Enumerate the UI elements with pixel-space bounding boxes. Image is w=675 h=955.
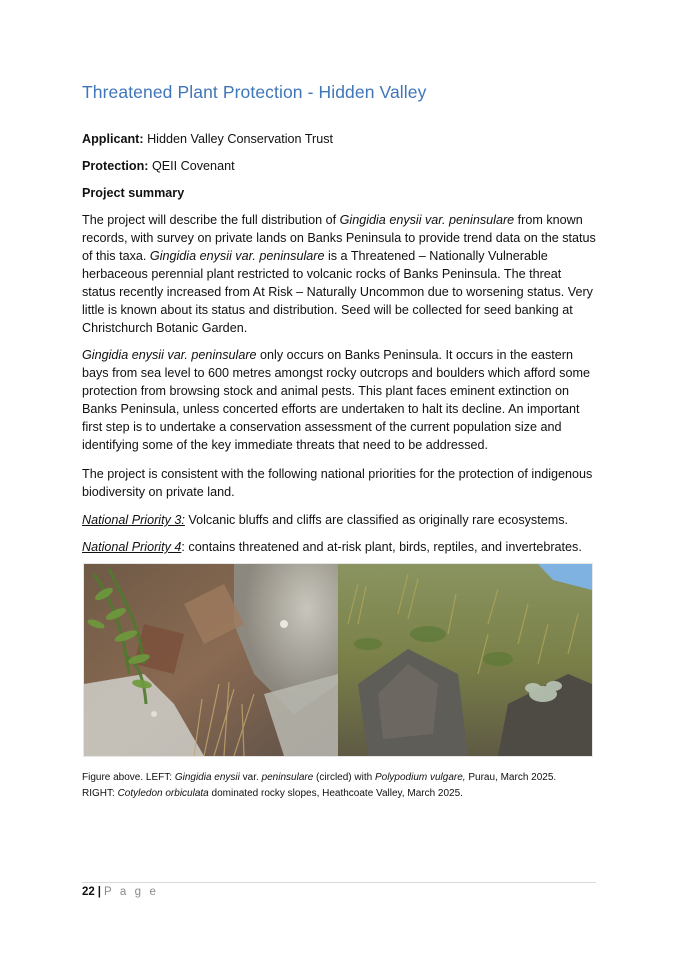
page-footer [82,886,158,898]
figure-photos [84,564,592,756]
applicant-line [82,132,333,146]
right-photo [338,564,592,756]
protection-label: Protection: [82,159,149,173]
species-name: Gingidia enysii var. peninsulare [82,348,257,362]
protection-value: QEII Covenant [148,159,235,173]
footer-divider [82,882,596,883]
page-title: Threatened Plant Protection - Hidden Valley [82,82,427,102]
summary-paragraph-1: The project will describe the full distribution of Gingidia enysii var. peninsulare from known records, with survey on private lands on Banks Peninsula to provide trend data on the status of this taxa. Gingidia enysii var. peninsulare is a Threatened – Nationally Vulnerable herbaceous perennial plant restricted to volcanic rocks of Banks Peninsula. The threat status recently increased from At Risk – Naturally Uncommon due to worsening status. Very little is known about its status and distribution. Seed will be collected for seed banking at Christchurch Botanic Garden. [82,213,596,335]
national-priority-3-label: National Priority 3: [82,513,185,527]
species-name: Gingidia enysii var. peninsulare [339,213,515,227]
page-label: P a g e [104,886,159,898]
national-priority-4-label: National Priority 4 [82,540,182,554]
summary-heading: Project summary [82,186,185,200]
protection-line [82,159,235,173]
species-name: Gingidia enysii var. peninsulare [149,249,325,263]
footer-separator: | [97,886,102,898]
applicant-label: Applicant: [82,132,144,146]
page-number: 22 [82,886,95,898]
national-priority-4: National Priority 4: contains threatened and at-risk plant, birds, reptiles, and invertebrates. [82,540,582,554]
applicant-value: Hidden Valley Conservation Trust [143,132,334,146]
summary-paragraph-2: Gingidia enysii var. peninsulare only occurs on Banks Peninsula. It occurs in the eastern bays from sea level to 600 metres amongst rocky outcrops and boulders which afford some protection from browsing stock and animal pests. This plant faces eminent extinction on Banks Peninsula, unless concerted efforts are undertaken to halt its decline. An important first step is to undertake a conservation assessment of the current population size and identifying some of the key immediate threats that need to be addressed. [82,348,590,452]
summary-paragraph-3: The project is consistent with the following national priorities for the protection of indigenous biodiversity on private land. [82,467,593,499]
national-priority-3: National Priority 3: Volcanic bluffs and cliffs are classified as originally rare ecosystems. [82,513,569,527]
left-photo [84,564,338,756]
figure-caption: Figure above. LEFT: Gingidia enysii var. peninsulare (circled) with Polypodium vulgare, Purau, March 2025. RIGHT: Cotyledon orbiculata dominated rocky slopes, Heathcoate Valley, March 2025. [82,772,557,799]
